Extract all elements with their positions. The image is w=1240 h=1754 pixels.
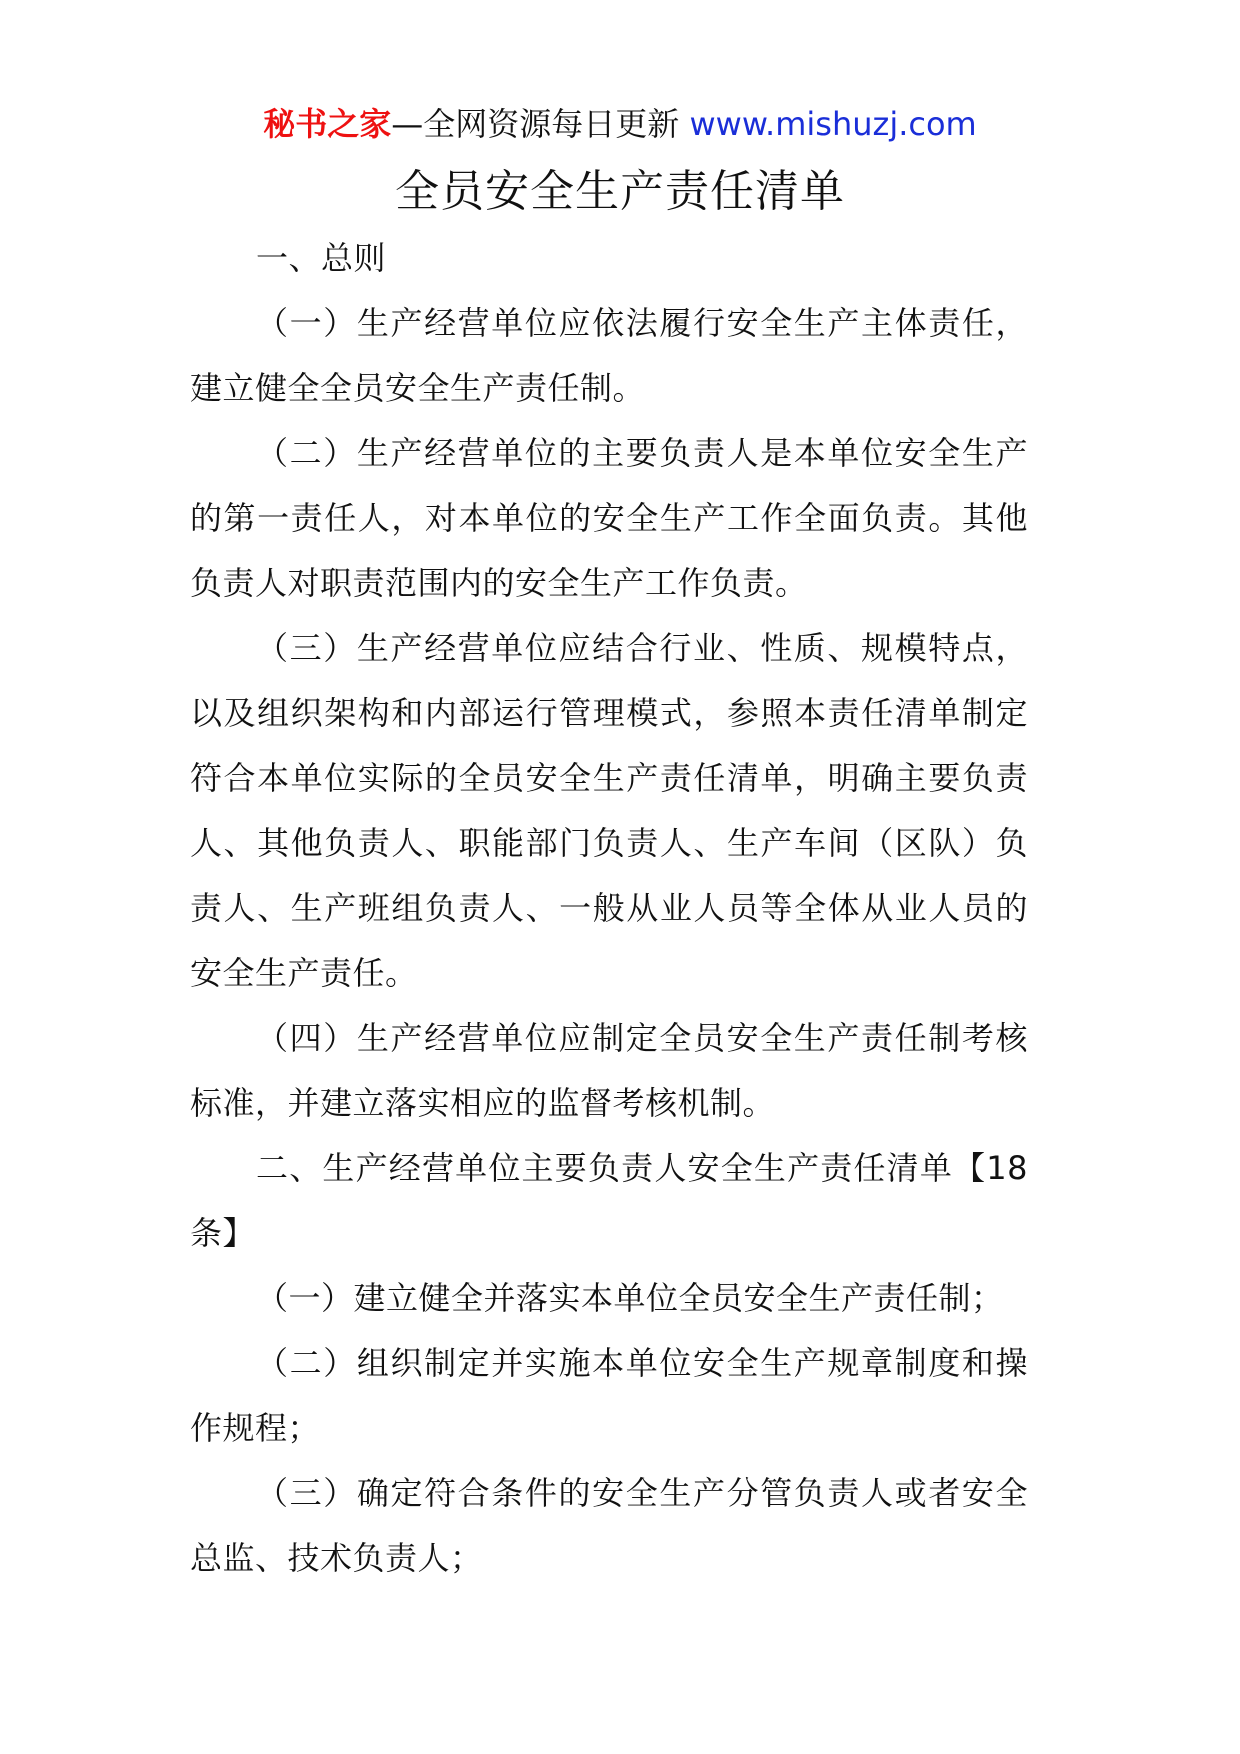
section-heading-general: 一、总则: [256, 239, 387, 277]
document-body: [190, 226, 1028, 1591]
site-tagline: —全网资源每日更新: [391, 105, 690, 143]
paragraph-general-2: （二）生产经营单位的主要负责人是本单位安全生产的第一责任人，对本单位的安全生产工作全面负责。其他负责人对职责范围内的安全生产工作负责。: [190, 434, 1028, 602]
paragraph-general-1: （一）生产经营单位应依法履行安全生产主体责任，建立健全全员安全生产责任制。: [190, 304, 1028, 407]
paragraph-principal-1: （一）建立健全并落实本单位全员安全生产责任制；: [256, 1279, 1004, 1317]
paragraph-general-3: （三）生产经营单位应结合行业、性质、规模特点，以及组织架构和内部运行管理模式，参照本责任清单制定符合本单位实际的全员安全生产责任清单，明确主要负责人、其他负责人、职能部门负责人、生产车间（区队）负责人、生产班组负责人、一般从业人员等全体从业人员的安全生产责任。: [190, 629, 1028, 992]
paragraph-general-4: （四）生产经营单位应制定全员安全生产责任制考核标准，并建立落实相应的监督考核机制。: [190, 1019, 1028, 1122]
section-heading-principal: 二、生产经营单位主要负责人安全生产责任清单【18条】: [190, 1149, 1028, 1252]
paragraph-principal-3: （三）确定符合条件的安全生产分管负责人或者安全总监、技术负责人；: [190, 1474, 1028, 1577]
site-header: [0, 102, 1240, 146]
document-title: 全员安全生产责任清单: [395, 166, 845, 217]
site-brand: 秘书之家: [263, 105, 392, 143]
site-url-link[interactable]: www.mishuzj.com: [689, 105, 977, 143]
paragraph-principal-2: （二）组织制定并实施本单位安全生产规章制度和操作规程；: [190, 1344, 1028, 1447]
